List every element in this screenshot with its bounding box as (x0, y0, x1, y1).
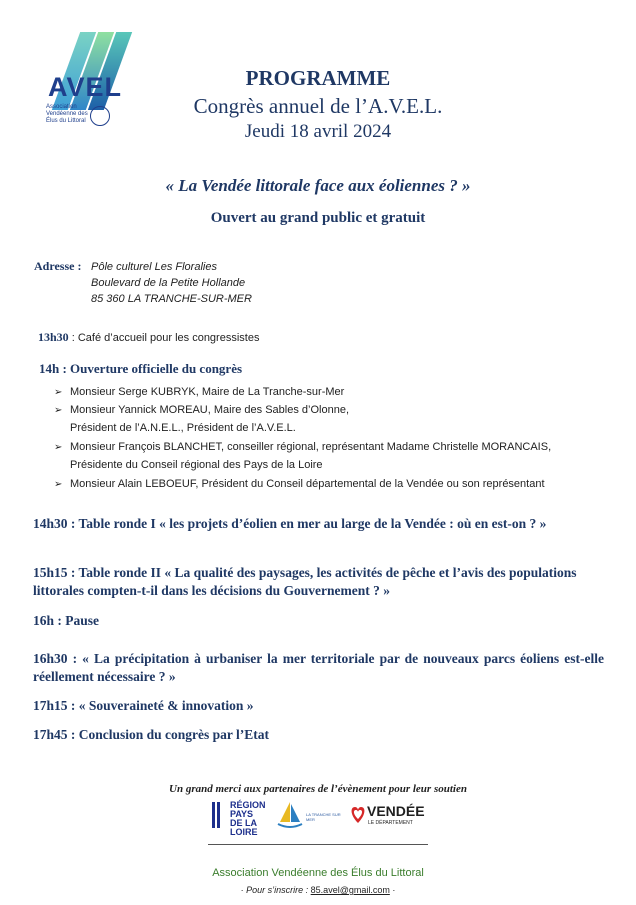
tranche-text: LA TRANCHE SUR MER (306, 812, 341, 822)
schedule-item-1630: 16h30 : « La précipitation à urbaniser la mer territoriale par de nouveaux parcs éoliens est-elle réellement nécessaire ? » (33, 651, 604, 684)
event-theme: « La Vendée littorale face aux éoliennes ? » (165, 176, 471, 195)
address-line: Boulevard de la Petite Hollande (91, 277, 246, 289)
address-line: Pôle culturel Les Floralies (91, 261, 217, 273)
schedule-item-1430: 14h30 : Table ronde I « les projets d’éolien en mer au large de la Vendée : où en est-on ? » (33, 516, 547, 531)
vendee-hearts-icon (350, 803, 366, 825)
accueil-time: 13h30 (38, 330, 69, 344)
speaker-text: Monsieur François BLANCHET, conseiller régional, représentant Madame Christelle MORANCAIS, (70, 441, 552, 453)
page-title: PROGRAMME (245, 66, 391, 90)
vendee-sub: LE DÉPARTEMENT (368, 820, 413, 826)
logo-subtitle: Association Vendéenne des Élus du Littoral (46, 104, 88, 124)
pdl-line: RÉGION (230, 800, 266, 810)
schedule-accueil (38, 330, 259, 345)
speaker-text-continued: Président de l’A.N.E.L., Président de l’A.V.E.L. (70, 422, 296, 434)
register-line: · Pour s’inscrire : 85.avel@gmail.com · (240, 885, 396, 895)
arrow-bullet-icon: ➢ (54, 479, 63, 490)
association-name: Association Vendéenne des Élus du Littoral (212, 867, 424, 879)
pdl-bars-icon (212, 802, 226, 828)
logo-text: AVEL (48, 72, 123, 102)
email-link[interactable]: 85.avel@gmail.com (310, 885, 390, 895)
schedule-item-1715: 17h15 : « Souveraineté & innovation » (33, 698, 254, 713)
arrow-bullet-icon: ➢ (54, 442, 63, 453)
speaker-item (54, 441, 551, 453)
address-label: Adresse : (34, 259, 82, 273)
pdl-line: DE LA LOIRE (230, 818, 258, 837)
vendee-logo (350, 800, 425, 832)
address-line: 85 360 LA TRANCHE-SUR-MER (91, 293, 252, 305)
speaker-item (54, 404, 349, 416)
partners-thanks: Un grand merci aux partenaires de l’évènement pour leur soutien (169, 783, 467, 795)
arrow-bullet-icon: ➢ (54, 405, 63, 416)
pdl-line: PAYS (230, 809, 254, 819)
register-label: Pour s’inscrire : (246, 885, 309, 895)
la-tranche-logo (276, 800, 346, 832)
speaker-item (54, 386, 344, 398)
sailboat-icon (276, 800, 304, 832)
vendee-text: VENDÉE (367, 803, 425, 819)
footer-divider (208, 844, 428, 845)
event-date: Jeudi 18 avril 2024 (244, 121, 392, 142)
schedule-opening: 14h : Ouverture officielle du congrès (39, 361, 243, 376)
page-subtitle: Congrès annuel de l’A.V.E.L. (193, 94, 443, 118)
schedule-item-1745: 17h45 : Conclusion du congrès par l’Etat (33, 727, 270, 742)
speaker-text: Monsieur Yannick MOREAU, Maire des Sables d’Olonne, (70, 404, 349, 416)
open-public-note: Ouvert au grand public et gratuit (210, 210, 426, 226)
speaker-item (54, 478, 545, 490)
schedule-item-1515: 15h15 : Table ronde II « La qualité des paysages, les activités de pêche et l’avis des populations littorales compten-t-il dans les décisions du Gouvernement ? » (33, 565, 577, 598)
speaker-text-continued: Présidente du Conseil régional des Pays de la Loire (70, 459, 323, 471)
speaker-text: Monsieur Serge KUBRYK, Maire de La Tranche-sur-Mer (70, 386, 345, 398)
speaker-text: Monsieur Alain LEBOEUF, Président du Conseil départemental de la Vendée ou son représentant (70, 478, 545, 490)
schedule-item-16: 16h : Pause (33, 613, 100, 628)
pays-de-la-loire-logo (212, 800, 272, 837)
arrow-bullet-icon: ➢ (54, 387, 63, 398)
accueil-text: : Café d’accueil pour les congressistes (68, 332, 260, 344)
